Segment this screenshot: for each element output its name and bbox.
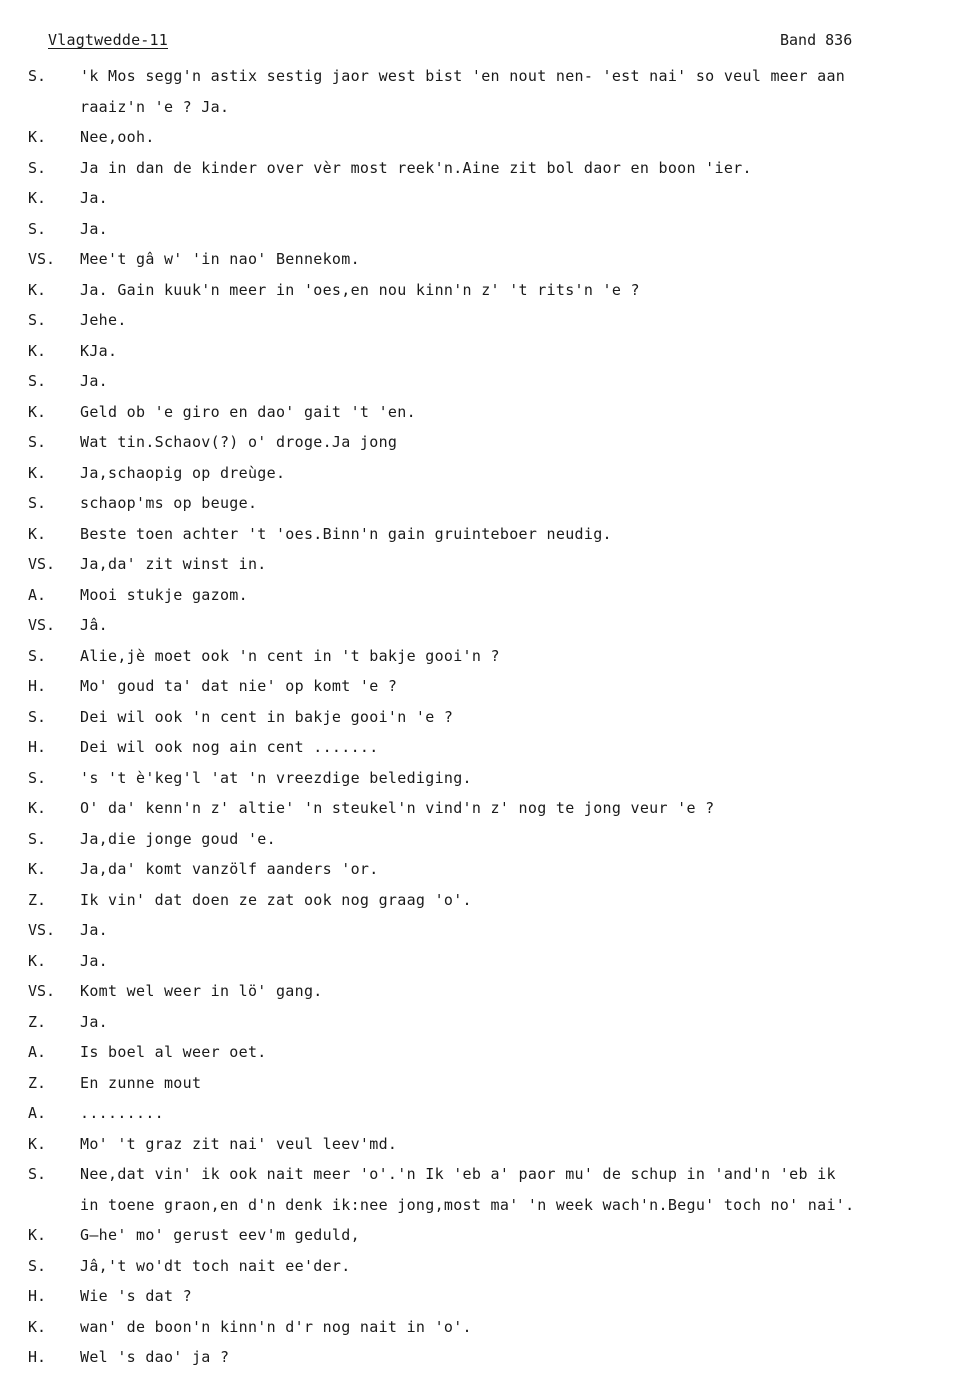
utterance-text: Komt wel weer in lö' gang. [80,982,323,1000]
utterance-text: Jâ,'t wo'dt toch nait ee'der. [80,1256,351,1275]
transcript-line [0,1037,966,1068]
utterance-text: Mooi stukje gazom. [80,585,248,604]
utterance-text: G—he' mo' gerust eev'm geduld, [80,1226,360,1244]
transcript-line [0,580,966,611]
transcript-line [0,519,966,550]
transcript-line [0,915,966,946]
speaker-label: S. [28,67,47,85]
utterance-text: raaiz'n 'e ? Ja. [80,97,230,116]
utterance-text: Ja. [80,951,108,970]
speaker-label: S. [28,829,47,848]
speaker-label: VS. [28,250,56,268]
utterance-text: Mo' 't graz zit nai' veul leev'md. [80,1134,398,1153]
utterance-text: Ja in dan de kinder over vèr most reek'n.Aine zit bol daor en boon 'ier. [80,158,752,177]
transcript-line [0,458,966,489]
utterance-text: Jehe. [80,311,127,329]
transcript-line [0,824,966,855]
transcript-line [0,1159,966,1190]
transcript-line [0,1098,966,1129]
transcript-line [0,1251,966,1282]
speaker-label: S. [28,1165,47,1183]
transcript-line [0,366,966,397]
utterance-text: 'k Mos segg'n astix sestig jaor west bist 'en nout nen- 'est nai' so veul meer aan [80,67,846,85]
utterance-text: ......... [80,1104,164,1122]
speaker-label: S. [28,219,47,238]
utterance-text: Wel 's dao' ja ? [80,1348,230,1366]
utterance-text: Ik vin' dat doen ze zat ook nog graag 'o'. [80,890,472,909]
speaker-label: K. [28,1317,47,1336]
speaker-label: S. [28,494,47,512]
speaker-label: H. [28,677,47,695]
speaker-label: H. [28,1348,47,1366]
transcript-line [0,1342,966,1373]
utterance-text: in toene graon,en d'n denk ik:nee jong,most ma' 'n week wach'n.Begu' toch no' nai'. [80,1195,855,1214]
utterance-text: Jâ. [80,616,108,634]
utterance-text: Wat tin.Schaov(?) o' droge.Ja jong [80,433,398,451]
transcript-line [0,1220,966,1251]
transcript-line [0,885,966,916]
speaker-label: S. [28,433,47,451]
utterance-text: Dei wil ook nog ain cent ....... [80,738,379,756]
speaker-label: Z. [28,1012,47,1031]
speaker-label: VS. [28,616,56,634]
transcript-line [0,793,966,824]
utterance-text: Ja,schaopig op dreùge. [80,463,286,482]
utterance-text: Mo' goud ta' dat nie' op komt 'e ? [80,677,398,695]
transcript-line [0,275,966,306]
speaker-label: VS. [28,555,56,573]
utterance-text: Ja. [80,372,108,390]
speaker-label: H. [28,1287,47,1305]
utterance-text: Beste toen achter 't 'oes.Binn'n gain gruinteboer neudig. [80,524,612,543]
speaker-label: K. [28,524,47,543]
transcript-line [0,214,966,245]
utterance-text: Nee,ooh. [80,128,155,146]
utterance-text: Ja,die jonge goud 'e. [80,829,276,848]
utterance-text: O' da' kenn'n z' altie' 'n steukel'n vind'n z' nog te jong veur 'e ? [80,799,715,817]
transcript-line [0,305,966,336]
transcript-line [0,610,966,641]
speaker-label: K. [28,341,47,360]
transcript-line [0,763,966,794]
transcript-line [0,1190,966,1221]
speaker-label: K. [28,280,47,299]
speaker-label: K. [28,189,47,207]
speaker-label: K. [28,860,47,878]
speaker-label: A. [28,1043,47,1061]
utterance-text: En zunne mout [80,1073,202,1092]
transcript-line [0,1007,966,1038]
transcript-line [0,183,966,214]
speaker-label: K. [28,128,47,146]
transcript-line [0,671,966,702]
utterance-text: schaop'ms op beuge. [80,494,258,512]
speaker-label: S. [28,158,47,177]
transcript-line [0,92,966,123]
speaker-label: VS. [28,982,56,1000]
utterance-text: Ja. [80,921,108,939]
utterance-text: Ja. [80,189,108,207]
utterance-text: Dei wil ook 'n cent in bakje gooi'n 'e ? [80,707,454,726]
speaker-label: S. [28,646,47,665]
utterance-text: Ja. [80,1012,108,1031]
transcript-line [0,122,966,153]
speaker-label: VS. [28,921,56,939]
speaker-label: Z. [28,890,47,909]
transcript-line [0,336,966,367]
speaker-label: K. [28,799,47,817]
transcript-line [0,976,966,1007]
transcript-line [0,732,966,763]
transcript-line [0,397,966,428]
utterance-text: Nee,dat vin' ik ook nait meer 'o'.'n Ik 'eb a' paor mu' de schup in 'and'n 'eb ik [80,1165,836,1183]
speaker-label: A. [28,585,47,604]
transcript-line [0,702,966,733]
utterance-text: 's 't è'keg'l 'at 'n vreezdige belediging. [80,768,472,787]
transcript-lines [0,61,966,1373]
utterance-text: Alie,jè moet ook 'n cent in 't bakje gooi'n ? [80,646,500,665]
speaker-label: K. [28,1134,47,1153]
speaker-label: K. [28,402,47,421]
tape-number-header: Band 836 [780,31,853,49]
transcript-location-header: Vlagtwedde-11 [48,31,168,49]
utterance-text: KJa. [80,341,118,360]
speaker-label: H. [28,738,47,756]
speaker-label: S. [28,1256,47,1275]
transcript-line [0,1068,966,1099]
speaker-label: S. [28,768,47,787]
transcript-line [0,641,966,672]
speaker-label: K. [28,951,47,970]
utterance-text: Wie 's dat ? [80,1287,192,1305]
transcript-line [0,244,966,275]
transcript-line [0,488,966,519]
utterance-text: Ja. Gain kuuk'n meer in 'oes,en nou kinn'n z' 't rits'n 'e ? [80,280,640,299]
utterance-text: Mee't gâ w' 'in nao' Bennekom. [80,250,360,268]
speaker-label: S. [28,707,47,726]
transcript-line [0,61,966,92]
utterance-text: Ja. [80,219,108,238]
speaker-label: Z. [28,1073,47,1092]
transcript-line [0,153,966,184]
utterance-text: Geld ob 'e giro en dao' gait 't 'en. [80,402,416,421]
utterance-text: Ja,da' zit winst in. [80,555,267,573]
speaker-label: K. [28,463,47,482]
utterance-text: wan' de boon'n kinn'n d'r nog nait in 'o'. [80,1317,472,1336]
transcript-line [0,1281,966,1312]
transcript-line [0,549,966,580]
speaker-label: K. [28,1226,47,1244]
speaker-label: S. [28,311,47,329]
utterance-text: Ja,da' komt vanzölf aanders 'or. [80,860,379,878]
utterance-text: Is boel al weer oet. [80,1043,267,1061]
transcript-line [0,946,966,977]
speaker-label: A. [28,1104,47,1122]
transcript-line [0,1312,966,1343]
transcript-line [0,427,966,458]
speaker-label: S. [28,372,47,390]
transcript-line [0,1129,966,1160]
transcript-line [0,854,966,885]
